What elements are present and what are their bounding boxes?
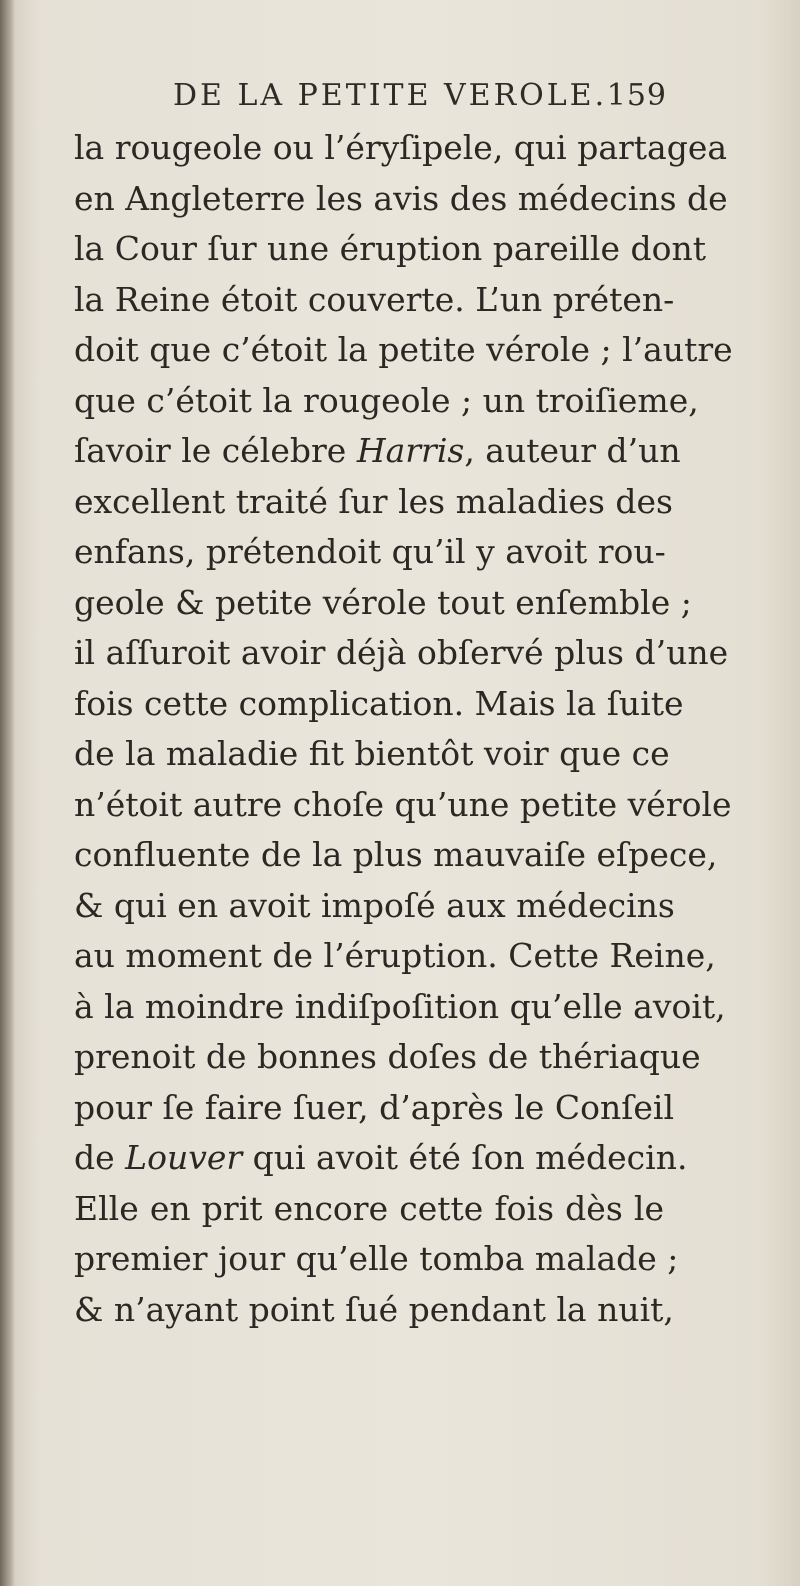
text-line — [74, 1133, 688, 1184]
running-title: DE LA PETITE VEROLE. — [173, 78, 608, 113]
text-run: qui avoit été ſon médecin. — [242, 1138, 688, 1177]
page-binding-edge — [0, 0, 14, 1586]
text-run: doit que c’étoit la petite vérole ; l’autre — [74, 330, 733, 369]
text-run: confluente de la plus mauvaiſe eſpece, — [74, 835, 718, 874]
text-line — [74, 982, 726, 1033]
text-line — [74, 1032, 701, 1083]
text-line — [74, 477, 673, 528]
text-run: excellent traité ſur les maladies des — [74, 481, 673, 521]
text-line — [74, 1184, 664, 1235]
text-run: fois cette complication. Mais la ſuite — [74, 683, 684, 723]
text-run: premier jour qu’elle tomba malade ; — [74, 1239, 679, 1278]
text-line — [74, 224, 707, 275]
text-run: il aſſuroit avoir déjà obſervé plus d’une — [74, 633, 729, 672]
text-run: geole & petite vérole tout enſemble ; — [74, 582, 692, 622]
text-run: enfans, prétendoit qu’il y avoit rou- — [74, 532, 666, 571]
text-run: que c’étoit la rougeole ; un troiſieme, — [74, 380, 699, 420]
text-line — [74, 376, 699, 427]
page-number: 159 — [606, 78, 667, 113]
text-line — [74, 881, 675, 932]
text-line — [74, 1234, 679, 1285]
text-line — [74, 578, 692, 629]
text-run: la Reine étoit couverte. L’un préten- — [74, 279, 675, 319]
italic-name: Harris — [356, 431, 465, 470]
text-run: la Cour ſur une éruption pareille dont — [74, 229, 707, 268]
text-run: Elle en prit encore cette fois dès le — [74, 1188, 664, 1228]
text-line — [74, 780, 732, 831]
italic-name: Louver — [125, 1138, 243, 1177]
text-line — [74, 1083, 675, 1134]
page-header — [173, 78, 673, 118]
body-text — [74, 123, 733, 1335]
text-run: pour ſe faire ſuer, d’après le Conſeil — [74, 1087, 675, 1127]
text-run: de — [74, 1138, 126, 1177]
text-line — [74, 931, 716, 982]
text-line — [74, 628, 729, 679]
text-line — [74, 1285, 674, 1336]
text-run: à la moindre indiſpoſition qu’elle avoit, — [74, 986, 726, 1026]
text-run: & n’ayant point ſué pendant la nuit, — [74, 1289, 674, 1329]
text-line — [74, 123, 728, 174]
text-run: en Angleterre les avis des médecins de — [74, 178, 728, 218]
text-line — [74, 830, 718, 881]
text-run: n’étoit autre choſe qu’une petite vérole — [74, 784, 732, 824]
text-run: de la maladie fit bientôt voir que ce — [74, 734, 670, 773]
text-run: & qui en avoit impoſé aux médecins — [74, 885, 675, 925]
text-line — [74, 679, 684, 730]
text-line — [74, 275, 675, 326]
text-line — [74, 174, 728, 225]
text-line — [74, 729, 670, 780]
text-run: , auteur d’un — [464, 431, 681, 470]
text-run: la rougeole ou l’éryſipele, qui partagea — [74, 128, 728, 167]
text-line — [74, 426, 681, 477]
text-run: au moment de l’éruption. Cette Reine, — [74, 936, 716, 975]
text-run: ſavoir le célebre — [74, 431, 357, 470]
text-run: prenoit de bonnes doſes de thériaque — [74, 1037, 701, 1076]
text-line — [74, 527, 664, 578]
text-line — [74, 325, 733, 376]
